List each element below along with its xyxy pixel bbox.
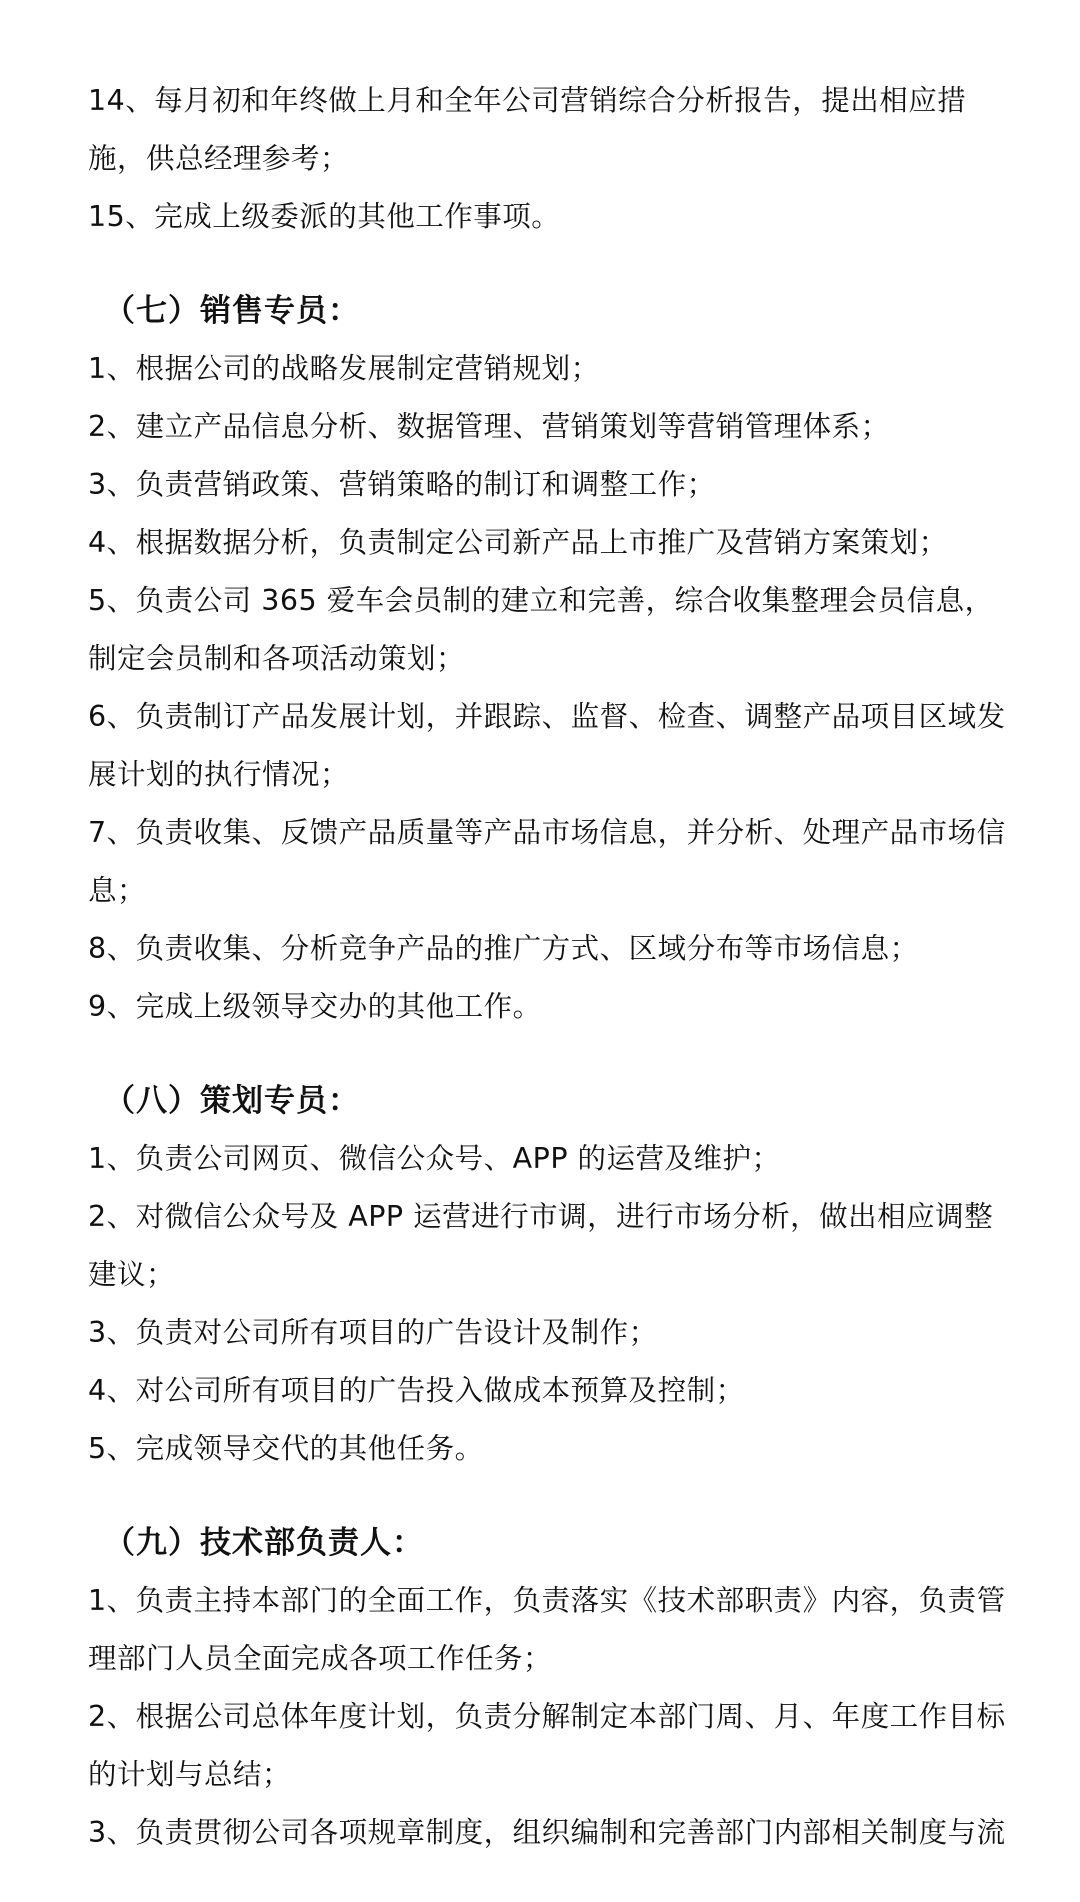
section-heading-sales-specialist: （七）销售专员：	[104, 293, 360, 329]
list-item: 3、负责对公司所有项目的广告设计及制作；	[88, 1316, 658, 1349]
list-item: 6、负责制订产品发展计划，并跟踪、监督、检查、调整产品项目区域发展计划的执行情况；	[88, 700, 1006, 791]
list-item: 2、对微信公众号及 APP 运营进行市调，进行市场分析，做出相应调整建议；	[88, 1200, 994, 1291]
list-item: 8、负责收集、分析竞争产品的推广方式、区域分布等市场信息；	[88, 932, 919, 965]
list-item: 4、根据数据分析，负责制定公司新产品上市推广及营销方案策划；	[88, 526, 948, 559]
list-item: 4、对公司所有项目的广告投入做成本预算及控制；	[88, 1374, 745, 1407]
list-item: 3、负责贯彻公司各项规章制度，组织编制和完善部门内部相关制度与流	[88, 1816, 1006, 1849]
list-item: 3、负责营销政策、营销策略的制订和调整工作；	[88, 468, 716, 501]
list-item: 2、建立产品信息分析、数据管理、营销策划等营销管理体系；	[88, 410, 890, 443]
list-item: 1、负责主持本部门的全面工作，负责落实《技术部职责》内容，负责管理部门人员全面完成各项工作任务；	[88, 1584, 1006, 1675]
section-gap	[88, 1478, 1010, 1514]
section-heading-tech-dept-head: （九）技术部负责人：	[104, 1525, 424, 1561]
list-item: 1、负责公司网页、微信公众号、APP 的运营及维护；	[88, 1142, 781, 1175]
list-item: 5、完成领导交代的其他任务。	[88, 1432, 484, 1465]
list-item: 15、完成上级委派的其他工作事项。	[88, 200, 561, 233]
list-item: 1、根据公司的战略发展制定营销规划；	[88, 352, 600, 385]
section-gap	[88, 1036, 1010, 1072]
list-item: 2、根据公司总体年度计划，负责分解制定本部门周、月、年度工作目标的计划与总结；	[88, 1700, 1006, 1791]
section-heading-planning-specialist: （八）策划专员：	[104, 1083, 360, 1119]
list-item: 5、负责公司 365 爱车会员制的建立和完善，综合收集整理会员信息，制定会员制和各项活动策划；	[88, 584, 994, 675]
section-gap	[88, 246, 1010, 282]
list-item: 7、负责收集、反馈产品质量等产品市场信息，并分析、处理产品市场信息；	[88, 816, 1006, 907]
list-item: 14、每月初和年终做上月和全年公司营销综合分析报告，提出相应措施，供总经理参考；	[88, 84, 967, 175]
list-item: 9、完成上级领导交办的其他工作。	[88, 990, 542, 1023]
